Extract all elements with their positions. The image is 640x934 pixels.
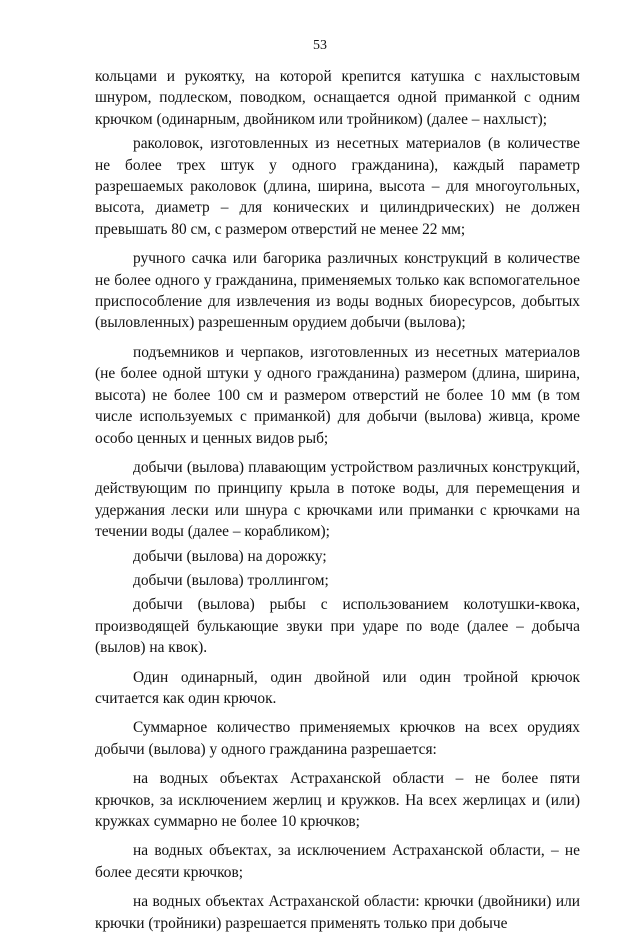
paragraph: раколовок, изготовленных из несетных материалов (в количестве не более трех штук у одного гражданина), каждый параметр разрешаемых раколовок (длина, ширина, высота – для многоугольных, высота, диаметр – для конических и цилиндрических) не должен превышать 80 см, с размером отверстий не менее 22 мм; xyxy=(95,135,580,238)
paragraph: ручного сачка или багорика различных конструкций в количестве не более одного у гражданина, применяемых только как вспомогательное приспособление для извлечения из воды водных биоресурсов, добытых (выловленных) разрешенным орудием добычи (вылова); xyxy=(95,250,580,332)
paragraph: кольцами и рукоятку, на которой крепится катушка с нахлыстовым шнуром, подлеском, поводком, оснащается одной приманкой с одним крючком (одинарным, двойником или тройником) (далее – нахлыст); xyxy=(95,68,580,128)
document-body xyxy=(95,66,580,934)
paragraph: Один одинарный, один двойной или один тройной крючок считается как один крючок. xyxy=(95,668,580,707)
paragraph: подъемников и черпаков, изготовленных из несетных материалов (не более одной штуки у одного гражданина) размером (длина, ширина, высота) не более 100 см и размером отверстий не более 10 мм (в том числе используемых с приманкой) для добычи (вылова) живца, кроме особо ценных и ценных видов рыб; xyxy=(95,343,580,447)
page-number: 53 xyxy=(313,38,327,53)
paragraph: добычи (вылова) рыбы с использованием колотушки-квока, производящей булькающие звуки при ударе по воде (далее – добыча (вылов) на квок). xyxy=(95,596,580,657)
paragraph: на водных объектах, за исключением Астраханской области, – не более десяти крючков; xyxy=(95,842,580,881)
paragraph: Суммарное количество применяемых крючков на всех орудиях добычи (вылова) у одного гражданина разрешается: xyxy=(95,719,580,758)
paragraph: добычи (вылова) троллингом; xyxy=(133,571,329,589)
paragraph: добычи (вылова) плавающим устройством различных конструкций, действующим по принципу крыла в потоке воды, для перемещения и удержания лески или шнура с крючками или приманки с крючками на течении воды (далее – корабликом); xyxy=(95,458,580,541)
paragraph: на водных объектах Астраханской области – не более пяти крючков, за исключением жерлиц и кружков. На всех жерлицах и (или) кружках суммарно не более 10 крючков; xyxy=(95,770,580,830)
paragraph: добычи (вылова) на дорожку; xyxy=(133,547,327,565)
paragraph: на водных объектах Астраханской области: крючки (двойники) или крючки (тройники) разрешается применять только при добыче xyxy=(95,893,580,932)
